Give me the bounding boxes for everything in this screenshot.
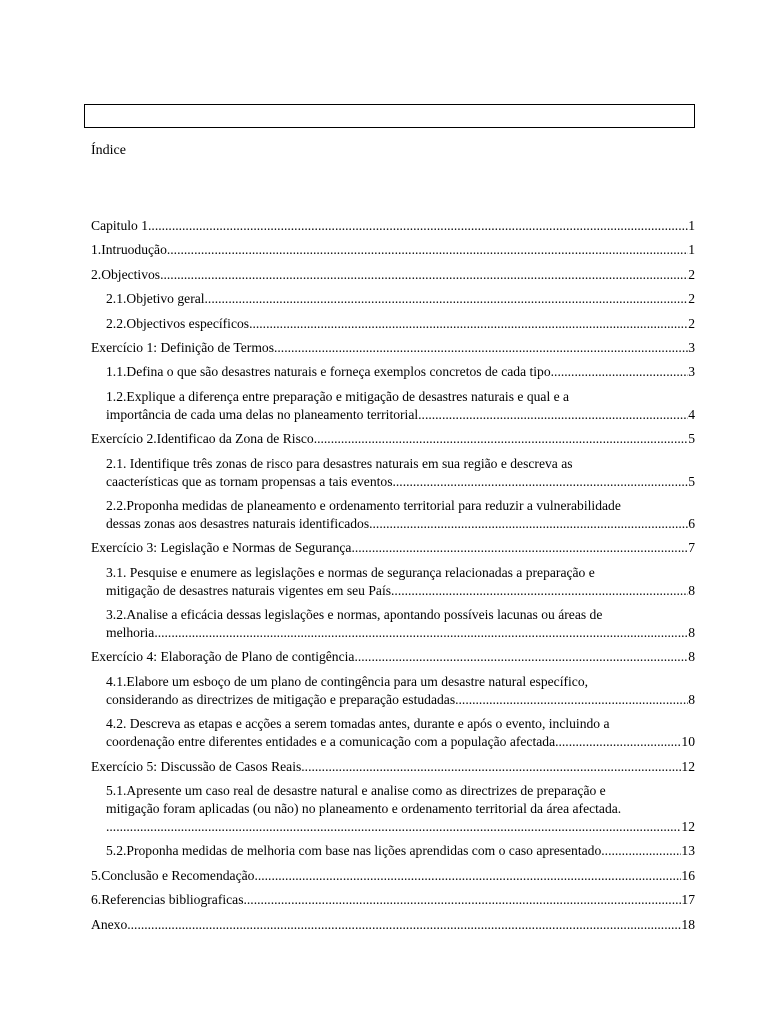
- toc-entry[interactable]: [91, 290, 695, 308]
- toc-entry-title: Exercício 1: Definição de Termos: [91, 339, 274, 355]
- toc-page-number: 8: [688, 691, 695, 707]
- toc-entry-title: 2.1.Objetivo geral: [106, 291, 205, 307]
- toc-entry-title: Exercício 4: Elaboração de Plano de contigência: [91, 649, 355, 665]
- toc-entry[interactable]: [91, 782, 695, 836]
- toc-entry[interactable]: [91, 388, 695, 424]
- toc-dot-leader: [418, 406, 688, 424]
- toc-dot-leader: [205, 290, 689, 308]
- toc-dot-leader: [601, 842, 681, 860]
- toc-dot-leader: [148, 217, 688, 235]
- toc-dot-leader: [160, 266, 688, 284]
- toc-page-number: 3: [688, 339, 695, 355]
- toc-page-number: 5: [688, 473, 695, 489]
- toc-page-number: 1: [688, 242, 695, 258]
- toc-dot-leader: [127, 916, 681, 934]
- toc-page-number: 12: [681, 819, 695, 835]
- toc-entry-text-line: mitigação foram aplicadas (ou não) no planeamento e ordenamento territorial da área afectada.: [106, 801, 622, 817]
- toc-page-number: 2: [688, 315, 695, 331]
- toc-page-number: 2: [688, 291, 695, 307]
- toc-dot-leader: [314, 430, 689, 448]
- toc-entry-text-line: 4.2. Descreva as etapas e acções a serem tomadas antes, durante e após o evento, incluindo a: [106, 716, 610, 732]
- toc-dot-leader: [274, 339, 688, 357]
- toc-entry-text-line: 3.2.Analise a eficácia dessas legislações e normas, apontando possíveis lacunas ou áreas de: [106, 607, 603, 623]
- toc-page-number: 10: [681, 734, 695, 750]
- toc-entry-title: 2.Objectivos: [91, 266, 161, 282]
- toc-entry[interactable]: [91, 891, 695, 909]
- toc-page-number: 6: [688, 515, 695, 531]
- toc-dot-leader: [351, 539, 688, 557]
- toc-entry-text-line: 2.1. Identifique três zonas de risco para desastres naturais em sua região e descreva as: [106, 455, 573, 471]
- toc-page-number: 13: [681, 843, 695, 859]
- toc-page-number: 18: [681, 916, 695, 932]
- toc-page-number: 16: [681, 867, 695, 883]
- toc-dot-leader: [555, 733, 681, 751]
- table-of-contents: [91, 217, 695, 940]
- toc-dot-leader: [106, 818, 681, 836]
- toc-entry[interactable]: [91, 867, 695, 885]
- toc-entry[interactable]: [91, 758, 695, 776]
- toc-entry-title: Exercício 5: Discussão de Casos Reais: [91, 758, 302, 774]
- toc-entry[interactable]: [91, 564, 695, 600]
- toc-page-number: 1: [688, 218, 695, 233]
- toc-entry[interactable]: [91, 430, 695, 448]
- toc-entry-title: Exercício 2.Identificao da Zona de Risco: [91, 431, 314, 447]
- toc-dot-leader: [254, 867, 681, 885]
- toc-entry[interactable]: [91, 363, 695, 381]
- toc-entry-title: caacterísticas que as tornam propensas a tais eventos: [106, 473, 393, 489]
- toc-entry-title: importância de cada uma delas no planeamento territorial: [106, 406, 419, 422]
- toc-entry-title: 5.2.Proponha medidas de melhoria com base nas lições aprendidas com o caso apresentado: [106, 843, 602, 859]
- toc-entry[interactable]: [91, 916, 695, 934]
- toc-entry-title: Exercício 3: Legislação e Normas de Segurança: [91, 540, 352, 556]
- toc-page-number: 17: [681, 892, 695, 908]
- toc-entry[interactable]: [91, 539, 695, 557]
- toc-entry-title: 1.1.Defina o que são desastres naturais e forneça exemplos concretos de cada tipo: [106, 364, 551, 380]
- toc-dot-leader: [455, 691, 688, 709]
- toc-dot-leader: [551, 363, 689, 381]
- toc-entry[interactable]: [91, 241, 695, 259]
- toc-entry-title: Capitulo 1: [91, 218, 149, 233]
- toc-dot-leader: [154, 624, 688, 642]
- toc-entry-title: considerando as directrizes de mitigação e preparação estudadas: [106, 691, 456, 707]
- toc-entry-title: melhoria: [106, 625, 155, 641]
- toc-page-number: 7: [688, 540, 695, 556]
- toc-dot-leader: [167, 241, 688, 259]
- toc-entry[interactable]: [91, 455, 695, 491]
- toc-dot-leader: [393, 473, 689, 491]
- toc-entry[interactable]: [91, 497, 695, 533]
- toc-entry-text-line: 5.1.Apresente um caso real de desastre natural e analise como as directrizes de preparação e: [106, 783, 606, 799]
- toc-page-number: 2: [688, 266, 695, 282]
- toc-entry-title: Anexo: [91, 916, 128, 932]
- toc-entry-title: dessas zonas aos desastres naturais identificados: [106, 515, 370, 531]
- toc-page-number: 8: [688, 649, 695, 665]
- toc-entry[interactable]: [91, 315, 695, 333]
- toc-entry-title: 1.Intruodução: [91, 242, 167, 258]
- toc-entry[interactable]: [91, 715, 695, 751]
- toc-entry-text-line: 2.2.Proponha medidas de planeamento e ordenamento territorial para reduzir a vulnerabilidade: [106, 497, 621, 513]
- toc-entry[interactable]: [91, 842, 695, 860]
- toc-dot-leader: [391, 582, 688, 600]
- toc-dot-leader: [369, 515, 688, 533]
- toc-entry[interactable]: [91, 266, 695, 284]
- toc-page-number: 12: [681, 758, 695, 774]
- toc-entry[interactable]: [91, 648, 695, 666]
- toc-entry[interactable]: [91, 339, 695, 357]
- toc-entry-title: 2.2.Objectivos específicos: [106, 315, 250, 331]
- toc-page-number: 3: [688, 364, 695, 380]
- toc-page-number: 4: [688, 406, 695, 422]
- toc-page-number: 8: [688, 625, 695, 641]
- toc-dot-leader: [249, 315, 688, 333]
- index-title: Índice: [91, 143, 126, 158]
- document-header-box: [84, 104, 695, 128]
- toc-dot-leader: [301, 758, 681, 776]
- toc-page-number: 8: [688, 582, 695, 598]
- toc-entry-text-line: 3.1. Pesquise e enumere as legislações e normas de segurança relacionadas a preparação e: [106, 564, 595, 580]
- toc-entry-title: 6.Referencias bibliograficas: [91, 892, 244, 908]
- toc-dot-leader: [354, 648, 688, 666]
- toc-dot-leader: [244, 891, 682, 909]
- toc-entry-text-line: 1.2.Explique a diferença entre preparação e mitigação de desastres naturais e qual e a: [106, 388, 570, 404]
- toc-entry-title: 5.Conclusão e Recomendação: [91, 867, 255, 883]
- toc-entry-title: mitigação de desastres naturais vigentes em seu País: [106, 582, 392, 598]
- toc-entry[interactable]: [91, 217, 695, 235]
- toc-page-number: 5: [688, 431, 695, 447]
- toc-entry[interactable]: [91, 606, 695, 642]
- toc-entry-text-line: 4.1.Elabore um esboço de um plano de contingência para um desastre natural específico,: [106, 673, 589, 689]
- toc-entry-title: coordenação entre diferentes entidades e a comunicação com a população afectada: [106, 734, 556, 750]
- toc-entry[interactable]: [91, 673, 695, 709]
